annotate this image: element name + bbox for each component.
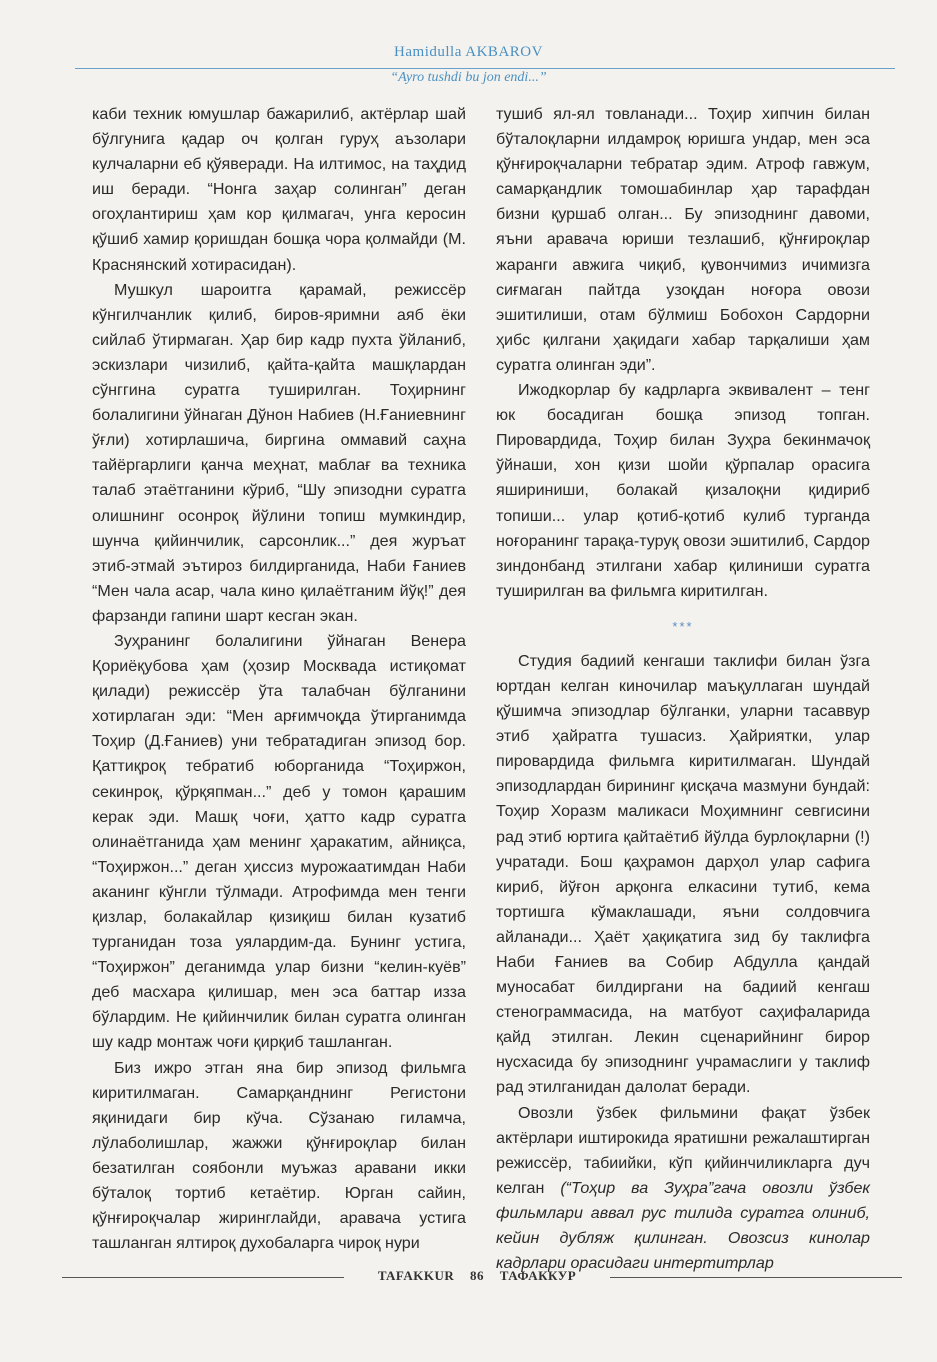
- paragraph-right-3: Студия бадиий кенгаши таклифи билан ўзга юртдан келган киночилар маъқуллаган шундай қўшимча эпизодлар бўлганки, уларни тасаввур этиб ҳайратга тушасиз. Ҳайриятки, улар пировардида фильмга киритилмаган. Шундай эпизодлардан бирининг қисқача мазмуни бундай: Тоҳир Хоразм маликаси Моҳимнинг севгисини рад этиб юртига қайтаётиб йўлда бурлоқларни (!) учратади. Бош қаҳрамон дарҳол улар сафига кириб, йўғон арқонга елкасини тутиб, кема тортишга кўмаклашади, яъни солдовчига айланади... Ҳаёт ҳақиқатига зид бу таклифга Наби Ғаниев ва Собир Абдулла қандай муносабат билдиргани на бадиий кенгаш стенограммасида, на матбуот саҳифаларида қайд этилган. Лекин сценарийнинг бирор нусхасида бу эпизоднинг учрамаслиги у таклиф рад этилганидан далолат беради.: [496, 651, 870, 1097]
- paragraph-right-4: [496, 1101, 870, 1277]
- footer-rule-right: [610, 1277, 902, 1278]
- footer-rule-left: [62, 1277, 344, 1278]
- paragraph-left-4: Биз ижро этган яна бир эпизод фильмга киритилмаган. Самарқанднинг Регистони яқинидаги бир кўча. Сўзанаю гиламча, лўлаболишлар, жажжи қўнғироқлар билан безатилган соябонли муъжаз аравани икки бўталоқ тортиб кетаётир. Юрган сайин, қўнғироқчалар жиринглайди, аравача устига ташланган ялтироқ духобаларга чироқ нури: [92, 1058, 466, 1253]
- footer-text: [344, 1268, 610, 1284]
- footer-magazine-cyrillic: ТАФАККУР: [499, 1268, 577, 1283]
- page-footer: [62, 1268, 902, 1288]
- header-rule: [75, 68, 895, 69]
- right-column: [496, 102, 870, 1276]
- section-divider-stars: ***: [672, 618, 694, 634]
- paragraph-right-1: тушиб ял-ял товланади... Тоҳир хипчин билан бўталоқларни илдамроқ юришга ундар, мен эса қўнғироқчаларни тебратар эдим. Атроф гавжум, самарқандлик томошабинлар ҳар тарафдан бизни қуршаб олган... Бу эпизоднинг давоми, яъни аравача юриши тезлашиб, қўнғироқлар жаранги авжига чиқиб, қувончимиз ичимизга сиғмаган пайтда узоқдан ноғора овози эшитилиши, отам бўлмиш Бобохон Сардорни ҳибс қилгани ҳақидаги хабар тарқалиши ҳам суратга олинган эди”.: [496, 105, 870, 374]
- running-header: [0, 44, 937, 61]
- paragraph-left-2: Мушкул шароитга қарамай, режиссёр кўнгилчанлик қилиб, биров-яримни аяб ёки сийлаб ўтирмаган. Ҳар бир кадр пухта ўйланиб, эскизлари чизилиб, қайта-қайта машқлардан сўнггина суратга туширилган. Тоҳирнинг болалигини ўйнаган Дўнон Набиев (Н.Ғаниевнинг ўғли) хотирлашича, биргина оммавий саҳна тайёргарлиги қанча меҳнат, маблағ ва техника талаб этаётганини кўриб, “Шу эпизодни суратга олишнинг осонроқ йўлини топиш мумкиндир, шунча қийинчилик, сарсонлик...” дея журъат этиб-этмай эътироз билдирганида, Наби Ғаниев “Мен чала асар, чала кино қилаётганим йўқ!” дея фарзанди гапини шарт кесган экан.: [92, 280, 466, 625]
- paragraph-right-2: Ижодкорлар бу кадрларга эквивалент – тенг юк босадиган бошқа эпизод топган. Пировардида, Тоҳир билан Зуҳра бекинмачоқ ўйнаши, хон қизи шойи қўрпалар орасига яшириниши, болакай қизалоқни қидириб топиши... улар қотиб-қотиб кулиб турганда ноғоранинг тарақа-туруқ овози эшитилиб, Сардор зиндонбанд этилгани хабар қилиниши суратга туширилган ва фильмга киритилган.: [496, 381, 870, 600]
- paragraph-right-4-text: Овозли ўзбек фильмини фақат ўзбек актёрлари иштирокида яратишни режалаштирган режиссёр, табиийки, кўп қийинчиликларга дуч келган: [496, 1103, 870, 1197]
- paragraph-right-4-italic: (“Тоҳир ва Зуҳра”гача овозли ўзбек фильмлари аввал рус тилида суратга олиниб, кейин дубляж қилинган. Овозсиз кинолар кадрлари орасидаги интертитрлар: [496, 1178, 870, 1273]
- page-number: 86: [470, 1268, 485, 1283]
- header-author: Hamidulla AKBAROV: [394, 44, 543, 60]
- footer-magazine-latin: TAFAKKUR: [377, 1268, 455, 1283]
- paragraph-left-1: каби техник юмушлар бажарилиб, актёрлар шай бўлгунига қадар оч қолган гуруҳ аъзолари кулчаларни еб қўяверади. На илтимос, на таҳдид иш беради. “Нонга заҳар солинган” деган огоҳлантириш ҳам кор қилмагач, унга керосин қўшиб хамир қоришдан бошқа чора қолмайди (М. Краснянский хотирасидан).: [92, 105, 466, 274]
- header-subtitle: “Ayro tushdi bu jon endi...”: [390, 70, 547, 85]
- left-column: [92, 102, 466, 1256]
- paragraph-left-3: Зуҳранинг болалигини ўйнаган Венера Қориёқубова ҳам (ҳозир Москвада истиқомат қилади) режиссёр ўта талабчан бўлганини хотирлаган эди: “Мен арғимчоқда ўтирганимда Тоҳир (Д.Ғаниев) уни тебратадиган эпизод бор. Қаттиқроқ тебратиб юборганида “Тоҳиржон, секинроқ, қўрқяпман...” деб у томон қарашим керак эди. Машқ чоғи, ҳатто кадр суратга олинаётганида ҳам менинг ҳаракатим, айниқса, “Тоҳиржон...” деган ҳиссиз мурожаатимдан Наби аканинг кўнгли тўлмади. Атрофимда мен тенги қизлар, болакайлар қизиқиш билан кузатиб турганидан тоза уялардим-да. Бунинг устига, “Тоҳиржон” деганимда улар бизни “келин-куёв” деб масхара қилишар, мен эса баттар изза бўлардим. Не қийинчилик билан суратга олинган шу кадр монтаж чоғи қирқиб ташланган.: [92, 631, 466, 1052]
